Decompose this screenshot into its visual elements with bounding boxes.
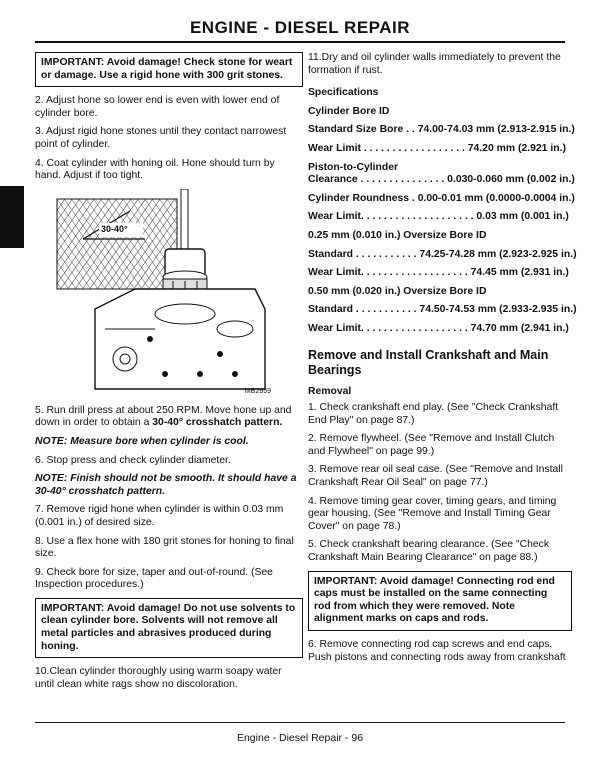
removal-step-5: 5. Check crankshaft bearing clearance. (See "Check Crankshaft Main Bearing Clearance" on page 88.) [308,539,550,564]
removal-heading: Removal [308,385,352,397]
note-finish: NOTE: Finish should not be smooth. It should have a 30-40° crosshatch pattern. [35,473,297,497]
step-10: 10.Clean cylinder thoroughly using warm soapy water until clean white rags show no discoloration. [35,666,282,690]
footer-rule [35,722,565,723]
specifications-heading: Specifications [308,87,379,99]
right-column [308,52,577,670]
removal-step-6: 6. Remove connecting rod cap screws and end caps. Push pistons and connecting rods away from crankshaft [308,639,566,663]
bore-id-heading: Cylinder Bore ID [308,105,390,117]
spec-025-wear: Wear Limit. . . . . . . . . . . . . . . . . . . 74.45 mm (2.931 in.) [308,267,569,279]
step-4: 4. Coat cylinder with honing oil. Hone should turn by hand. Adjust if too tight. [35,157,275,182]
section-tab-marker [0,186,24,248]
removal-step-4: 4. Remove timing gear cover, timing gears, and timing gear housing. (See "Remove and Install Timing Gear Cover" on page 78.) [308,495,557,532]
step-5-bold: 30-40° crosshatch pattern. [152,417,283,429]
oversize-025-heading: 0.25 mm (0.010 in.) Oversize Bore ID [308,229,487,241]
spec-roundness-wear: Wear Limit. . . . . . . . . . . . . . . . . . . . 0.03 mm (0.001 in.) [308,211,569,223]
figure-id: MB2959 [244,388,271,396]
removal-step-2: 2. Remove flywheel. (See "Remove and Install Clutch and Flywheel" on page 99.) [308,433,555,457]
spec-piston-label: Piston-to-Cylinder [308,161,399,173]
left-column [35,52,303,697]
hone-drawing [35,189,275,399]
oversize-050-heading: 0.50 mm (0.020 in.) Oversize Bore ID [308,285,487,297]
spec-wear-limit: Wear Limit . . . . . . . . . . . . . . . . . . 74.20 mm (2.921 in.) [308,142,566,154]
step-5 [35,405,303,430]
step-5-text: 5. Run drill press at about 250 RPM. Move hone up and down in order to obtain a [35,404,292,429]
spec-025-standard: Standard . . . . . . . . . . . 74.25-74.28 mm (2.923-2.925 in.) [308,248,577,260]
warning-box-stone: IMPORTANT: Avoid damage! Check stone for weart or damage. Use a rigid hone with 300 grit stones. [35,52,303,87]
step-9: 9. Check bore for size, taper and out-of-round. (See Inspection procedures.) [35,566,273,591]
step-2: 2. Adjust hone so lower end is even with lower end of cylinder bore. [35,95,280,119]
step-3: 3. Adjust rigid hone stones until they contact narrowest point of cylinder. [35,126,287,150]
step-7: 7. Remove rigid hone when cylinder is within 0.03 mm (0.001 in.) of desired size. [35,504,284,528]
warning-box-rod-caps: IMPORTANT: Avoid damage! Connecting rod end caps must be installed on the same connecting rod from which they were removed. Note alignment marks on caps and rods. [308,571,572,631]
title-rule [35,41,565,43]
note-measure: NOTE: Measure bore when cylinder is cool. [35,435,249,447]
step-11: 11.Dry and oil cylinder walls immediately to prevent the formation if rust. [308,52,561,76]
page-footer: Engine - Diesel Repair - 96 [236,732,364,744]
step-8: 8. Use a flex hone with 180 grit stones for honing to final size. [35,535,294,560]
angle-label: 30-40° [101,223,128,234]
removal-step-1: 1. Check crankshaft end play. (See "Check Crankshaft End Play" on page 87.) [308,402,559,426]
spec-clearance: Clearance . . . . . . . . . . . . . . . 0.030-0.060 mm (0.002 in.) [308,174,575,186]
warning-box-solvents: IMPORTANT: Avoid damage! Do not use solvents to clean cylinder bore. Solvents will not remove all metal particles and abrasives produced during honing. [35,598,303,658]
honing-illustration [35,189,275,399]
section-heading: Remove and Install Crankshaft and Main Bearings [308,347,549,377]
spec-standard-size: Standard Size Bore . . 74.00-74.03 mm (2.913-2.915 in.) [308,124,575,136]
spec-050-standard: Standard . . . . . . . . . . . 74.50-74.53 mm (2.933-2.935 in.) [308,304,577,316]
removal-step-3: 3. Remove rear oil seal case. (See "Remove and Install Crankshaft Rear Oil Seal" on page 77.) [308,464,563,489]
step-6: 6. Stop press and check cylinder diameter. [35,454,231,466]
page-title: ENGINE - DIESEL REPAIR [189,18,411,37]
spec-roundness: Cylinder Roundness . 0.00-0.01 mm (0.0000-0.0004 in.) [308,192,575,204]
spec-050-wear: Wear Limit. . . . . . . . . . . . . . . . . . . 74.70 mm (2.941 in.) [308,322,569,334]
